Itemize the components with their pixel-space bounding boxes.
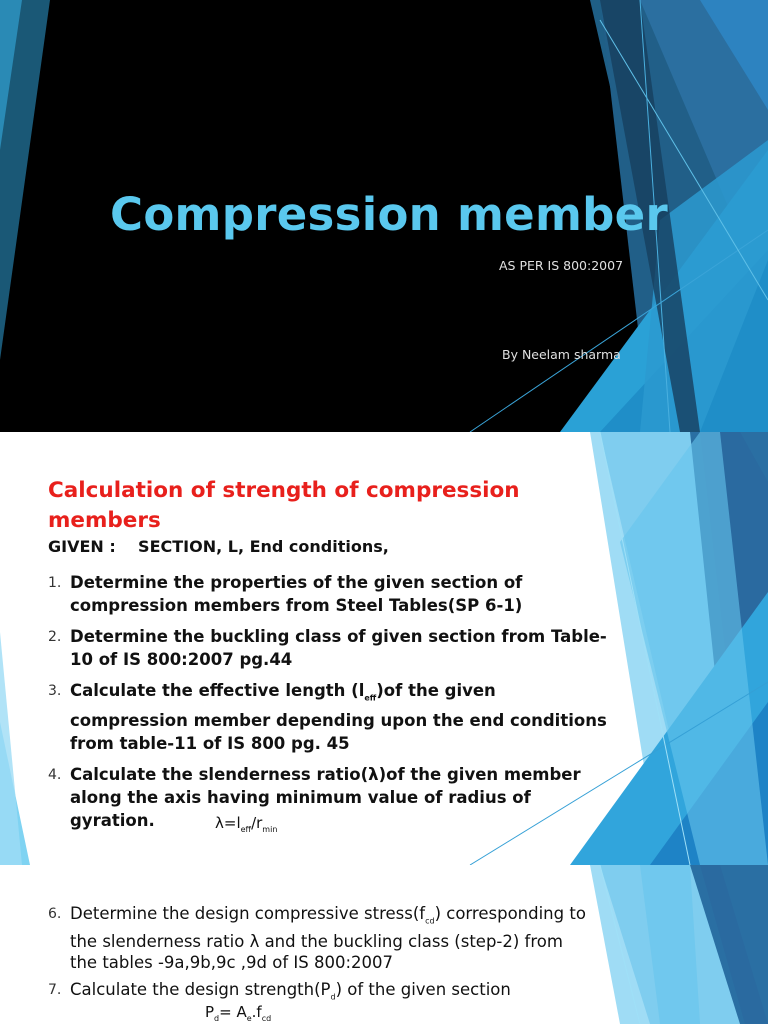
- list-item: 2. Determine the buckling class of given section from Table-10 of IS 800:2007 pg.44: [48, 627, 607, 669]
- list-item: 3. Calculate the effective length $(l_{eff})of$ the given compression member depending upon the end conditions from table-11 of IS 800 pg. 45: [48, 681, 607, 754]
- procedure-list-continued: [48, 903, 593, 1014]
- procedure-slide: [0, 432, 768, 865]
- title-slide: [0, 0, 768, 432]
- slide-subtitle: AS PER IS 800:2007: [499, 258, 624, 273]
- given-line: GIVEN : SECTION, L, End conditions,: [48, 537, 389, 556]
- slide-title: Compression member: [110, 188, 668, 241]
- procedure-list: [48, 571, 608, 840]
- list-item: 1. Determine the properties of the given section of compression members from Steel Tables(SP 6-1): [48, 573, 523, 615]
- list-item: 7. Calculate the design $strength(P_d)$ of the given section: [48, 980, 511, 1002]
- list-item: 6. Determine the design compressive $stress(f_{cd})$ corresponding to the slenderness ratio λ and the buckling class (step-2) from the tables -9a,9b,9c ,9d of IS 800:2007: [48, 904, 586, 973]
- slenderness-formula: $\lambda=l_{eff}/r_{min}$: [215, 814, 278, 834]
- list-item: 4. Calculate the slenderness ratio(λ)of the given member along the axis having minimum value of radius of gyration.: [48, 765, 581, 831]
- author-line: By Neelam sharma: [502, 347, 621, 362]
- design-strength-slide: [0, 865, 768, 1024]
- design-strength-formula: $P_d= A_e.f_{cd}$: [205, 1003, 272, 1023]
- slide-heading: Calculation of strength of compression members: [48, 478, 520, 533]
